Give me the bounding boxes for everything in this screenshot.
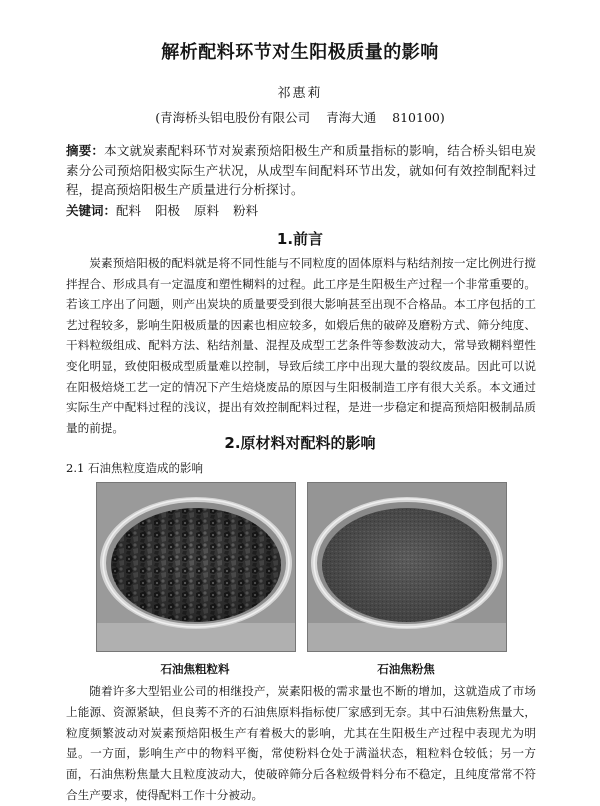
section-2-heading: 2.原材料对配料的影响 xyxy=(224,434,376,452)
abstract xyxy=(66,141,536,200)
keyword-item: 配料 xyxy=(116,203,142,218)
section-1-paragraph: 炭素预焙阳极的配料就是将不同性能与不同粒度的固体原料与粘结剂按一定比例进行搅拌捏合、形成具有一定温度和塑性糊料的过程。此工序是生阳极生产过程一个非常重要的。若该工序出了问题，则产出炭块的质量要受到很大影响甚至出现不合格品。本工序包括的工艺过程较多，影响生阳极质量的因素也相应较多，如煅后焦的破碎及磨粉方式、筛分纯度、干料粒级组成、配料方法、粘结剂量、混捏及成型工艺条件等参数波动大，常导致糊料塑性变化明显，致使阳极成型质量难以控制，导致后续工序中出现大量的裂纹废品。因此可以说在阳极焙烧工艺一定的情况下产生焙烧废品的原因与生阳极制造工序有很大关系。本文通过实际生产中配料过程的浅议，提出有效控制配料过程，是进一步稳定和提高预焙阳极制品质量的前提。 xyxy=(66,256,536,435)
affiliation-postcode: 810100 xyxy=(392,110,440,125)
abstract-text: 本文就炭素配料环节对炭素预焙阳极生产和质量指标的影响，结合桥头铝电炭素分公司预焙阳极实际生产状况，从成型车间配料环节出发，就如何有效控制配料过程，提高预焙阳极生产质量进行分析探讨。 xyxy=(66,143,536,197)
section-2-1-paragraph: 随着许多大型铝业公司的相继投产，炭素阳极的需求量也不断的增加，这就造成了市场上能源、资源紧缺，但良莠不齐的石油焦原料指标使厂家感到无奈。其中石油焦粉焦量大，粒度频繁波动对炭素预焙阳极生产有着极大的影响，尤其在生阳极生产过程中表现尤为明显。一方面，影响生产中的物料平衡，常使粉料仓处于满溢状态，粗粒料仓较低；另一方面，石油焦粉焦量大且粒度波动大，使破碎筛分后各粒级骨料分布不稳定，且纯度常常不符合生产要求，使得配料工作十分被动。 xyxy=(66,684,536,802)
keyword-item: 粉料 xyxy=(233,203,259,218)
affiliation-place: 青海大通 xyxy=(326,110,377,125)
affiliation-close-paren: ) xyxy=(439,110,445,125)
abstract-label: 摘要： xyxy=(66,143,105,158)
keywords xyxy=(66,201,536,220)
coarse-coke-image xyxy=(97,483,295,651)
author-name: 祁惠莉 xyxy=(277,86,323,101)
affiliation xyxy=(0,108,600,126)
affiliation-open-paren: ( xyxy=(155,110,161,125)
section-2-1-subheading: 2.1 石油焦粒度造成的影响 xyxy=(66,461,203,475)
figure-caption-powder: 石油焦粉焦 xyxy=(377,662,435,676)
section-1-heading: 1.前言 xyxy=(276,230,324,248)
figure-coke-powder-photo xyxy=(307,482,507,652)
keyword-item: 原料 xyxy=(194,203,220,218)
figure-caption-coarse: 石油焦粗粒料 xyxy=(160,662,230,676)
paper-title: 解析配料环节对生阳极质量的影响 xyxy=(161,42,439,63)
affiliation-company: 青海桥头铝电股份有限公司 xyxy=(160,110,311,125)
coke-powder-image xyxy=(308,483,506,651)
keywords-label: 关键词： xyxy=(66,203,117,218)
keyword-item: 阳极 xyxy=(155,203,181,218)
figure-coarse-coke-photo xyxy=(96,482,296,652)
